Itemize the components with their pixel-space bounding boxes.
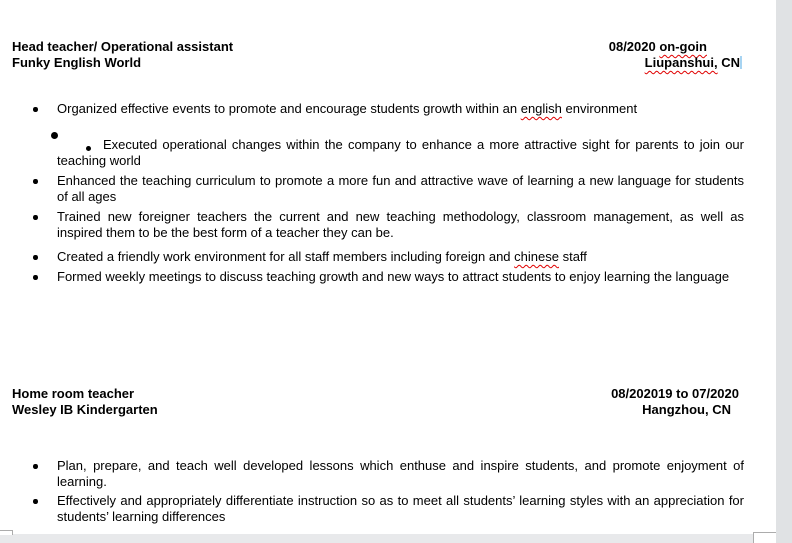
bullet-paragraph[interactable] — [57, 137, 744, 169]
text-segment: 08/2020 — [608, 39, 660, 54]
bullet-icon — [33, 464, 38, 469]
text-cursor — [740, 56, 742, 69]
misspelled-word: on-goin — [659, 39, 707, 54]
text-segment: 08/202019 to 07/2020 — [611, 386, 739, 401]
text-segment: environment — [561, 101, 638, 116]
page-corner-marker-right — [753, 532, 776, 543]
list-item[interactable] — [57, 458, 744, 490]
misspelled-word: Liupanshui, — [644, 55, 718, 70]
bullet-icon — [33, 499, 38, 504]
date-range[interactable] — [611, 386, 739, 402]
bullet-icon — [33, 275, 38, 280]
text-segment: staff — [558, 249, 587, 264]
text-segment: CN — [717, 55, 740, 70]
bullet-icon — [33, 255, 38, 260]
text-segment: Organized effective events to promote and encourage students growth within an — [57, 101, 521, 116]
job-title[interactable]: Head teacher/ Operational assistant — [12, 39, 234, 54]
list-item[interactable] — [57, 101, 744, 117]
bullet-icon — [33, 107, 38, 112]
job-title[interactable]: Home room teacher — [12, 386, 135, 401]
vertical-scrollbar-track[interactable] — [776, 0, 792, 543]
employer-name[interactable]: Funky English World — [12, 55, 142, 70]
text-segment: Formed weekly meetings to discuss teaching growth and new ways to attract students to enjoy learning the language — [57, 269, 730, 284]
list-item[interactable] — [57, 209, 744, 241]
text-segment: Trained new foreigner teachers the current and new teaching methodology, classroom management, as well as inspired them to be the best form of a teacher they can be. — [57, 209, 744, 240]
employer-name[interactable]: Wesley IB Kindergarten — [12, 402, 158, 417]
experience-entry-header-2 — [12, 386, 744, 418]
date-location-block — [611, 386, 740, 418]
misspelled-word: chinese — [514, 249, 559, 264]
horizontal-scrollbar-track[interactable] — [0, 534, 776, 543]
bullet-icon — [33, 179, 38, 184]
text-segment: Enhanced the teaching curriculum to promote a more fun and attractive wave of learning a new language for students of all ages — [57, 173, 744, 204]
text-segment: Effectively and appropriately differentiate instruction so as to meet all students’ learning styles with an appreciation for students’ learning differences — [57, 493, 744, 524]
experience-entry-header-1 — [12, 39, 744, 71]
bullet-paragraph[interactable] — [57, 173, 744, 205]
list-item-nested[interactable] — [57, 137, 744, 169]
list-item[interactable] — [57, 173, 744, 205]
bullet-paragraph[interactable] — [57, 493, 744, 525]
misspelled-word: english — [520, 101, 562, 116]
bullet-icon — [51, 132, 58, 139]
bullet-icon — [86, 146, 91, 151]
location[interactable] — [642, 402, 731, 418]
bullet-paragraph[interactable] — [57, 269, 744, 285]
date-range[interactable] — [609, 39, 707, 55]
bullet-paragraph[interactable] — [57, 249, 744, 265]
text-segment: Created a friendly work environment for all staff members including foreign and — [57, 249, 515, 264]
list-item[interactable] — [57, 493, 744, 525]
date-location-block — [609, 39, 740, 71]
bullet-paragraph[interactable] — [57, 101, 744, 117]
bullet-icon — [33, 215, 38, 220]
experience-bullet-list-1 — [57, 101, 744, 289]
list-item[interactable] — [57, 269, 744, 285]
experience-bullet-list-2 — [57, 458, 744, 528]
location[interactable] — [645, 55, 740, 71]
page-corner-marker-left — [0, 530, 13, 535]
text-segment: Executed operational changes within the company to enhance a more attractive sight for parents to join our teaching world — [57, 137, 744, 168]
text-segment: Hangzhou, CN — [642, 402, 731, 417]
bullet-paragraph[interactable] — [57, 209, 744, 241]
bullet-paragraph[interactable] — [57, 458, 744, 490]
text-segment: Plan, prepare, and teach well developed lessons which enthuse and inspire students, and promote enjoyment of learning. — [57, 458, 744, 489]
list-item[interactable] — [57, 249, 744, 265]
